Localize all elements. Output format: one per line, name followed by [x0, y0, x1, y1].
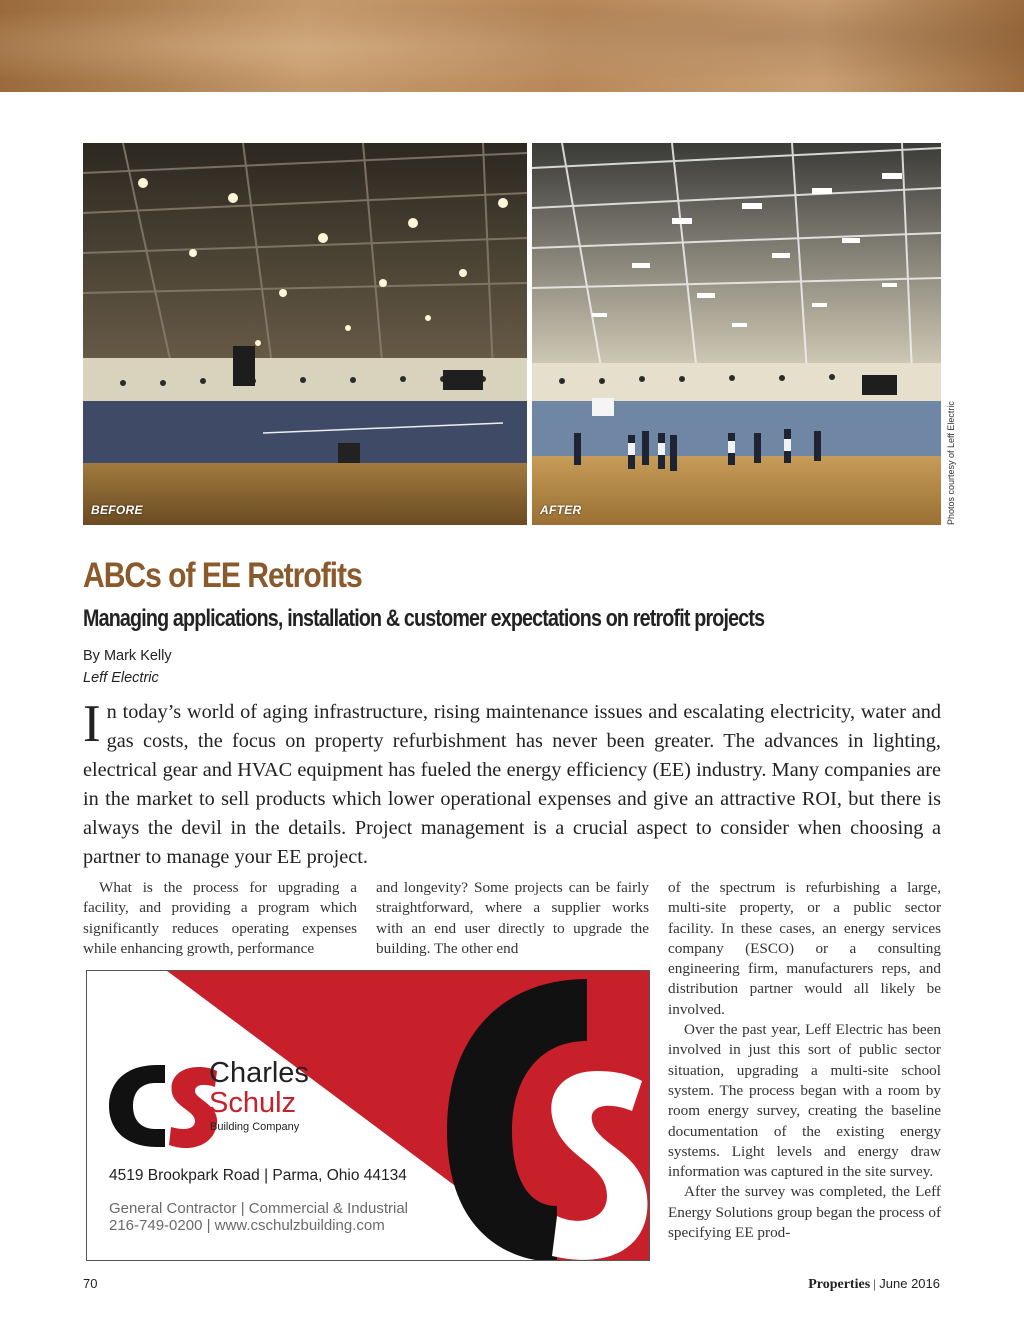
ad-contact[interactable]: 216-749-0200 | www.cschulzbuilding.com — [109, 1217, 385, 1234]
body-paragraph: and longevity? Some projects can be fairly straightforward, where a supplier works with an end user directly to upgrade the building. The other end — [376, 879, 649, 957]
ad-company-name-2: Schulz — [209, 1087, 297, 1119]
body-column-1 — [83, 878, 357, 959]
after-label: AFTER — [540, 503, 582, 517]
after-photo — [532, 143, 941, 525]
header-banner — [0, 0, 1024, 92]
issue-date: June 2016 — [879, 1276, 940, 1291]
before-label: BEFORE — [91, 503, 143, 517]
ad-company-name-1: Charles — [209, 1057, 309, 1089]
ad-services: General Contractor | Commercial & Industrial — [109, 1200, 409, 1217]
lede-text: n today’s world of aging infrastructure, rising maintenance issues and escalating electricity, water and gas costs, the focus on property refurbishment has never been greater. The advances in lighting, electrical gear and HVAC equipment has fueled the energy efficiency (EE) industry. Many companies are in the market to sell products which lower operational expenses and give an attractive ROI, but there is always the devil in the details. Project management is a crucial aspect to consider when choosing a partner to manage your EE project. — [83, 701, 941, 868]
body-paragraph: What is the process for upgrading a facility, and providing a program which significantly reduces operating expenses while enhancing growth, performance — [83, 879, 357, 957]
advertisement[interactable] — [86, 970, 650, 1261]
lede-paragraph — [83, 695, 941, 872]
before-photo — [83, 143, 527, 525]
footer-separator: | — [870, 1276, 880, 1291]
byline: By Mark Kelly — [83, 648, 172, 664]
article-subhead: Managing applications, installation & customer expectations on retrofit projects — [83, 605, 765, 632]
body-paragraph: Over the past year, Leff Electric has been involved in just this sort of public sector situation, upgrading a multi-site school system. The process began with a room by room energy survey, creating the baseline documentation of the existing energy systems. Light levels and energy draw information was captured in the site survey. — [668, 1021, 941, 1181]
article-headline: ABCs of EE Retrofits — [83, 556, 362, 595]
body-paragraph: After the survey was completed, the Leff Energy Solutions group began the process of specifying EE prod- — [668, 1183, 941, 1242]
ad-company-suffix: Building Company — [210, 1121, 300, 1133]
ad-address: 4519 Brookpark Road | Parma, Ohio 44134 — [109, 1167, 407, 1184]
page-number: 70 — [83, 1276, 98, 1291]
footer-publication — [808, 1276, 940, 1293]
body-column-2 — [376, 878, 649, 959]
author-affiliation: Leff Electric — [83, 670, 159, 686]
body-paragraph: of the spectrum is refurbishing a large, multi-site property, or a public sector facility. In these cases, an energy services company (ESCO) or a consulting engineering firm, manufacturers reps, and distribution partner would all likely be involved. — [668, 879, 941, 1018]
publication-name: Properties — [808, 1277, 871, 1292]
drop-cap: I — [83, 695, 101, 753]
body-column-3 — [668, 878, 941, 1243]
